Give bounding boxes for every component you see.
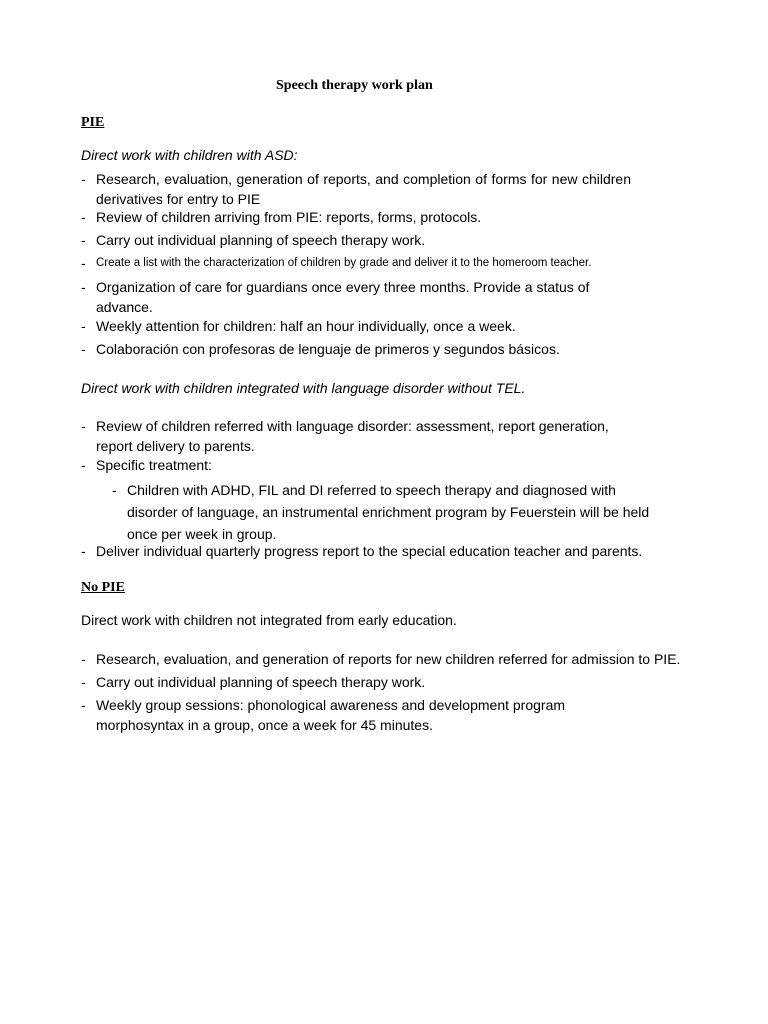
asd-intro: Direct work with children with ASD: bbox=[81, 147, 298, 163]
list-dash: - bbox=[81, 255, 86, 271]
list-item: - Research, evaluation, and generation of reports for new children referred for admission to PIE. bbox=[81, 651, 681, 667]
list-dash: - bbox=[81, 171, 86, 187]
list-dash: - bbox=[81, 418, 86, 434]
list-dash: - bbox=[81, 651, 86, 667]
section-heading-no-pie: No PIE bbox=[81, 580, 125, 595]
list-dash: - bbox=[81, 318, 86, 334]
list-item: - Weekly attention for children: half an hour individually, once a week. bbox=[81, 318, 516, 334]
list-item: - Deliver individual quarterly progress report to the special education teacher and parents. bbox=[81, 543, 643, 559]
list-item: - Review of children arriving from PIE: reports, forms, protocols. bbox=[81, 209, 482, 225]
list-item: - Review of children referred with language disorder: assessment, report generation, report delivery to parents. bbox=[81, 418, 609, 454]
list-item: - Colaboración con profesoras de lenguaje de primeros y segundos básicos. bbox=[81, 341, 560, 357]
list-item: - Weekly group sessions: phonological awareness and development program morphosyntax in a group, once a week for 45 minutes. bbox=[81, 697, 566, 733]
list-item: - Organization of care for guardians once every three months. Provide a status of advance. bbox=[81, 279, 590, 315]
no-pie-intro: Direct work with children not integrated from early education. bbox=[81, 612, 457, 628]
document-title: Speech therapy work plan bbox=[276, 78, 433, 93]
list-item: - Specific treatment: bbox=[81, 457, 212, 473]
list-item: - Create a list with the characterization of children by grade and deliver it to the homeroom teacher. bbox=[81, 255, 592, 271]
list-dash: - bbox=[81, 279, 86, 295]
tel-intro: Direct work with children integrated with language disorder without TEL. bbox=[81, 380, 526, 396]
list-dash: - bbox=[81, 543, 86, 559]
list-item: - Research, evaluation, generation of reports, and completion of forms for new children derivatives for entry to PIE bbox=[81, 171, 631, 207]
list-dash: - bbox=[81, 209, 86, 225]
list-dash: - bbox=[81, 697, 86, 713]
list-dash: - bbox=[112, 482, 117, 498]
list-dash: - bbox=[81, 457, 86, 473]
list-dash: - bbox=[81, 674, 86, 690]
section-heading-pie: PIE bbox=[81, 115, 105, 130]
list-item-nested: - Children with ADHD, FIL and DI referred to speech therapy and diagnosed with disorder of language, an instrumental enrichment program by Feuerstein will be held once per week in group. bbox=[112, 479, 696, 545]
list-dash: - bbox=[81, 341, 86, 357]
list-dash: - bbox=[81, 232, 86, 248]
list-item: - Carry out individual planning of speech therapy work. bbox=[81, 674, 426, 690]
list-item: - Carry out individual planning of speech therapy work. bbox=[81, 232, 426, 248]
